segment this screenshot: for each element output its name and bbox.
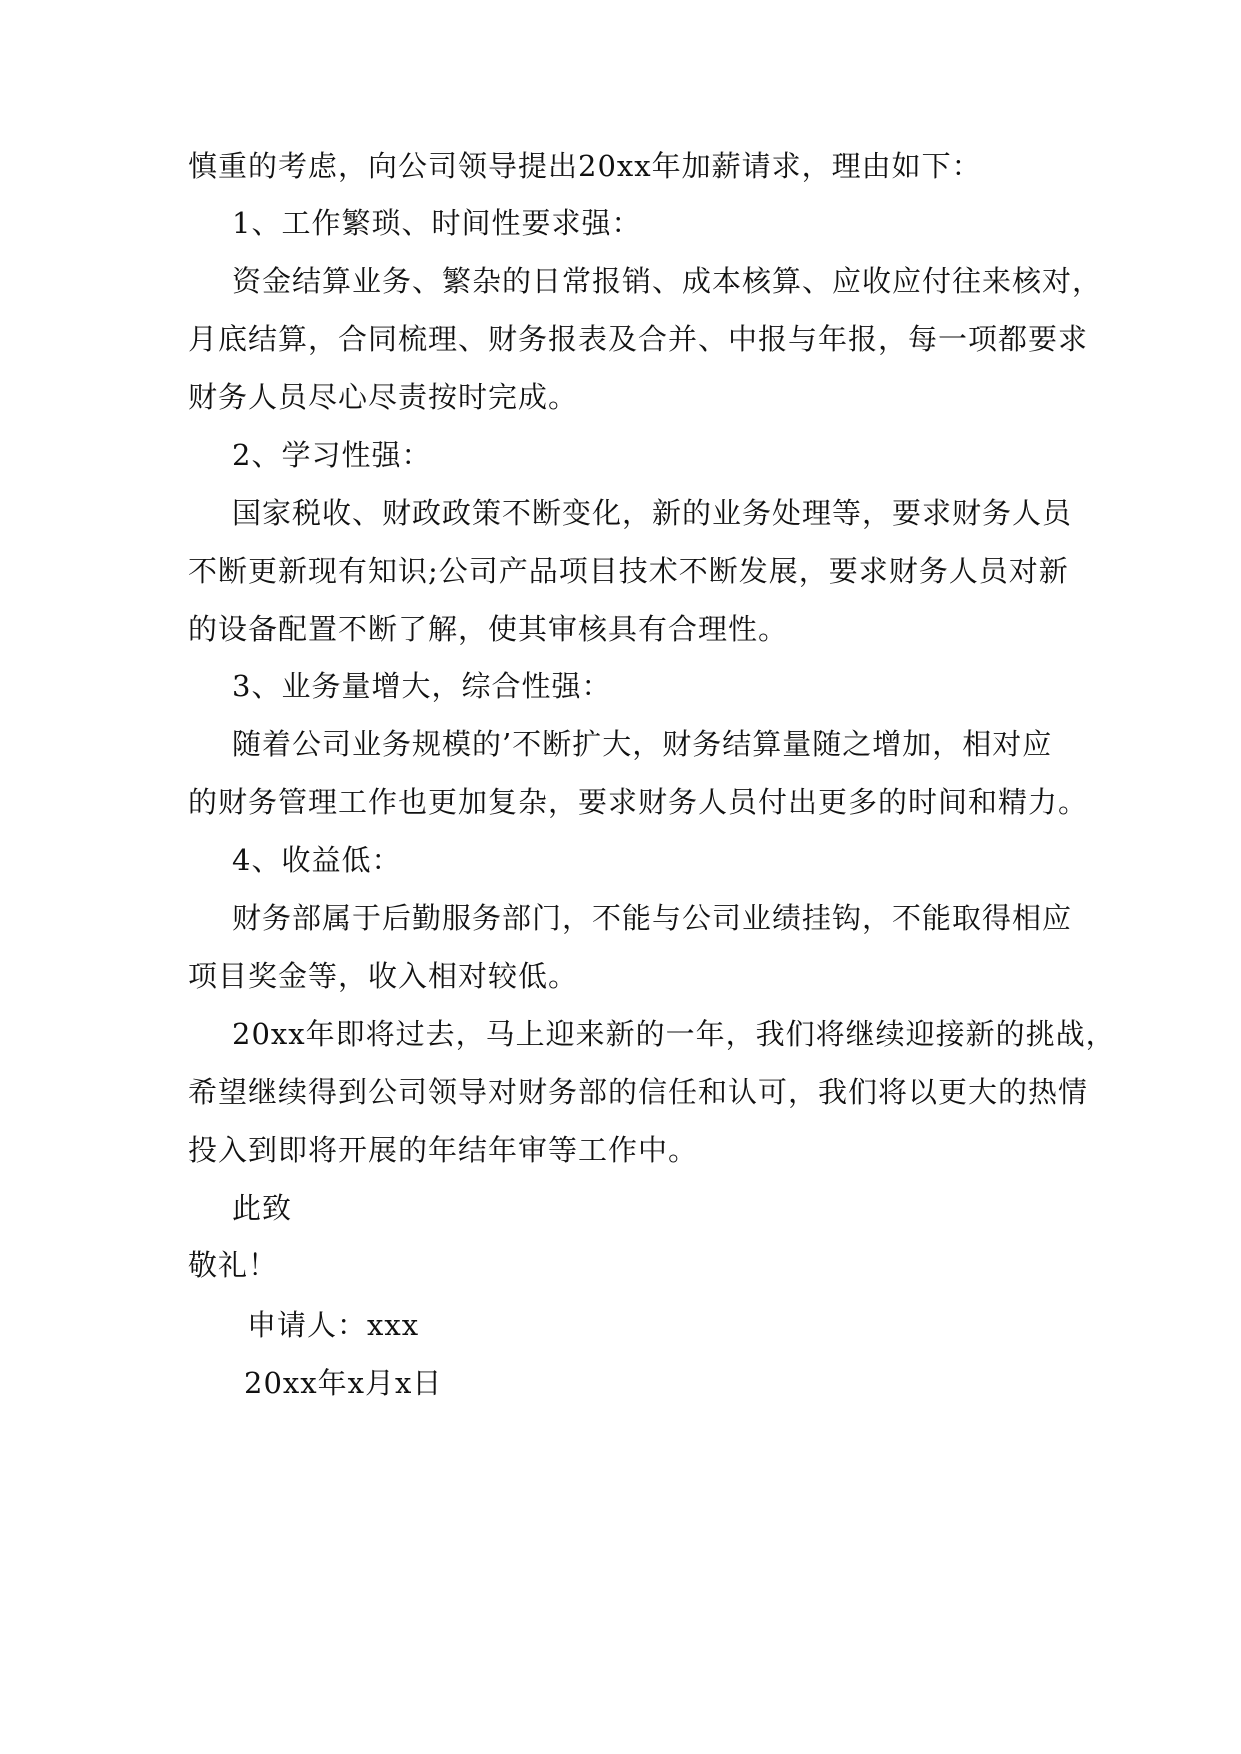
- section-heading-1: 1、工作繁琐、时间性要求强：: [232, 206, 642, 240]
- closing-salutation: 此致: [232, 1191, 293, 1225]
- section-heading-3: 3、业务量增大，综合性强：: [232, 669, 612, 703]
- paragraph-line: 国家税收、财政政策不断变化，新的业务处理等，要求财务人员: [232, 496, 1073, 530]
- section-heading-4: 4、收益低：: [232, 843, 402, 877]
- applicant-signature: 申请人：xxx: [247, 1308, 420, 1342]
- paragraph-line: 财务部属于后勤服务部门，不能与公司业绩挂钩，不能取得相应: [232, 901, 1073, 935]
- paragraph-line: 资金结算业务、繁杂的日常报销、成本核算、应收应付往来核对，: [232, 264, 1103, 298]
- paragraph-line: 月底结算，合同梳理、财务报表及合并、中报与年报，每一项都要求: [188, 322, 1089, 356]
- paragraph-line: 希望继续得到公司领导对财务部的信任和认可，我们将以更大的热情: [188, 1075, 1089, 1109]
- paragraph-line: 慎重的考虑，向公司领导提出20xx年加薪请求，理由如下：: [188, 149, 982, 183]
- paragraph-line: 随着公司业务规模的’不断扩大，财务结算量随之增加，相对应: [232, 727, 1053, 761]
- paragraph-line: 不断更新现有知识;公司产品项目技术不断发展，要求财务人员对新: [188, 554, 1069, 588]
- paragraph-line: 投入到即将开展的年结年审等工作中。: [188, 1133, 699, 1167]
- signature-date: 20xx年x月x日: [244, 1366, 443, 1400]
- paragraph-line: 的设备配置不断了解，使其审核具有合理性。: [188, 612, 789, 646]
- paragraph-line: 项目奖金等，收入相对较低。: [188, 959, 579, 993]
- section-heading-2: 2、学习性强：: [232, 438, 432, 472]
- paragraph-line: 财务人员尽心尽责按时完成。: [188, 380, 579, 414]
- closing-regards: 敬礼！: [188, 1248, 279, 1282]
- paragraph-line: 的财务管理工作也更加复杂，要求财务人员付出更多的时间和精力。: [188, 785, 1089, 819]
- paragraph-line: 20xx年即将过去，马上迎来新的一年，我们将继续迎接新的挑战，: [232, 1017, 1116, 1051]
